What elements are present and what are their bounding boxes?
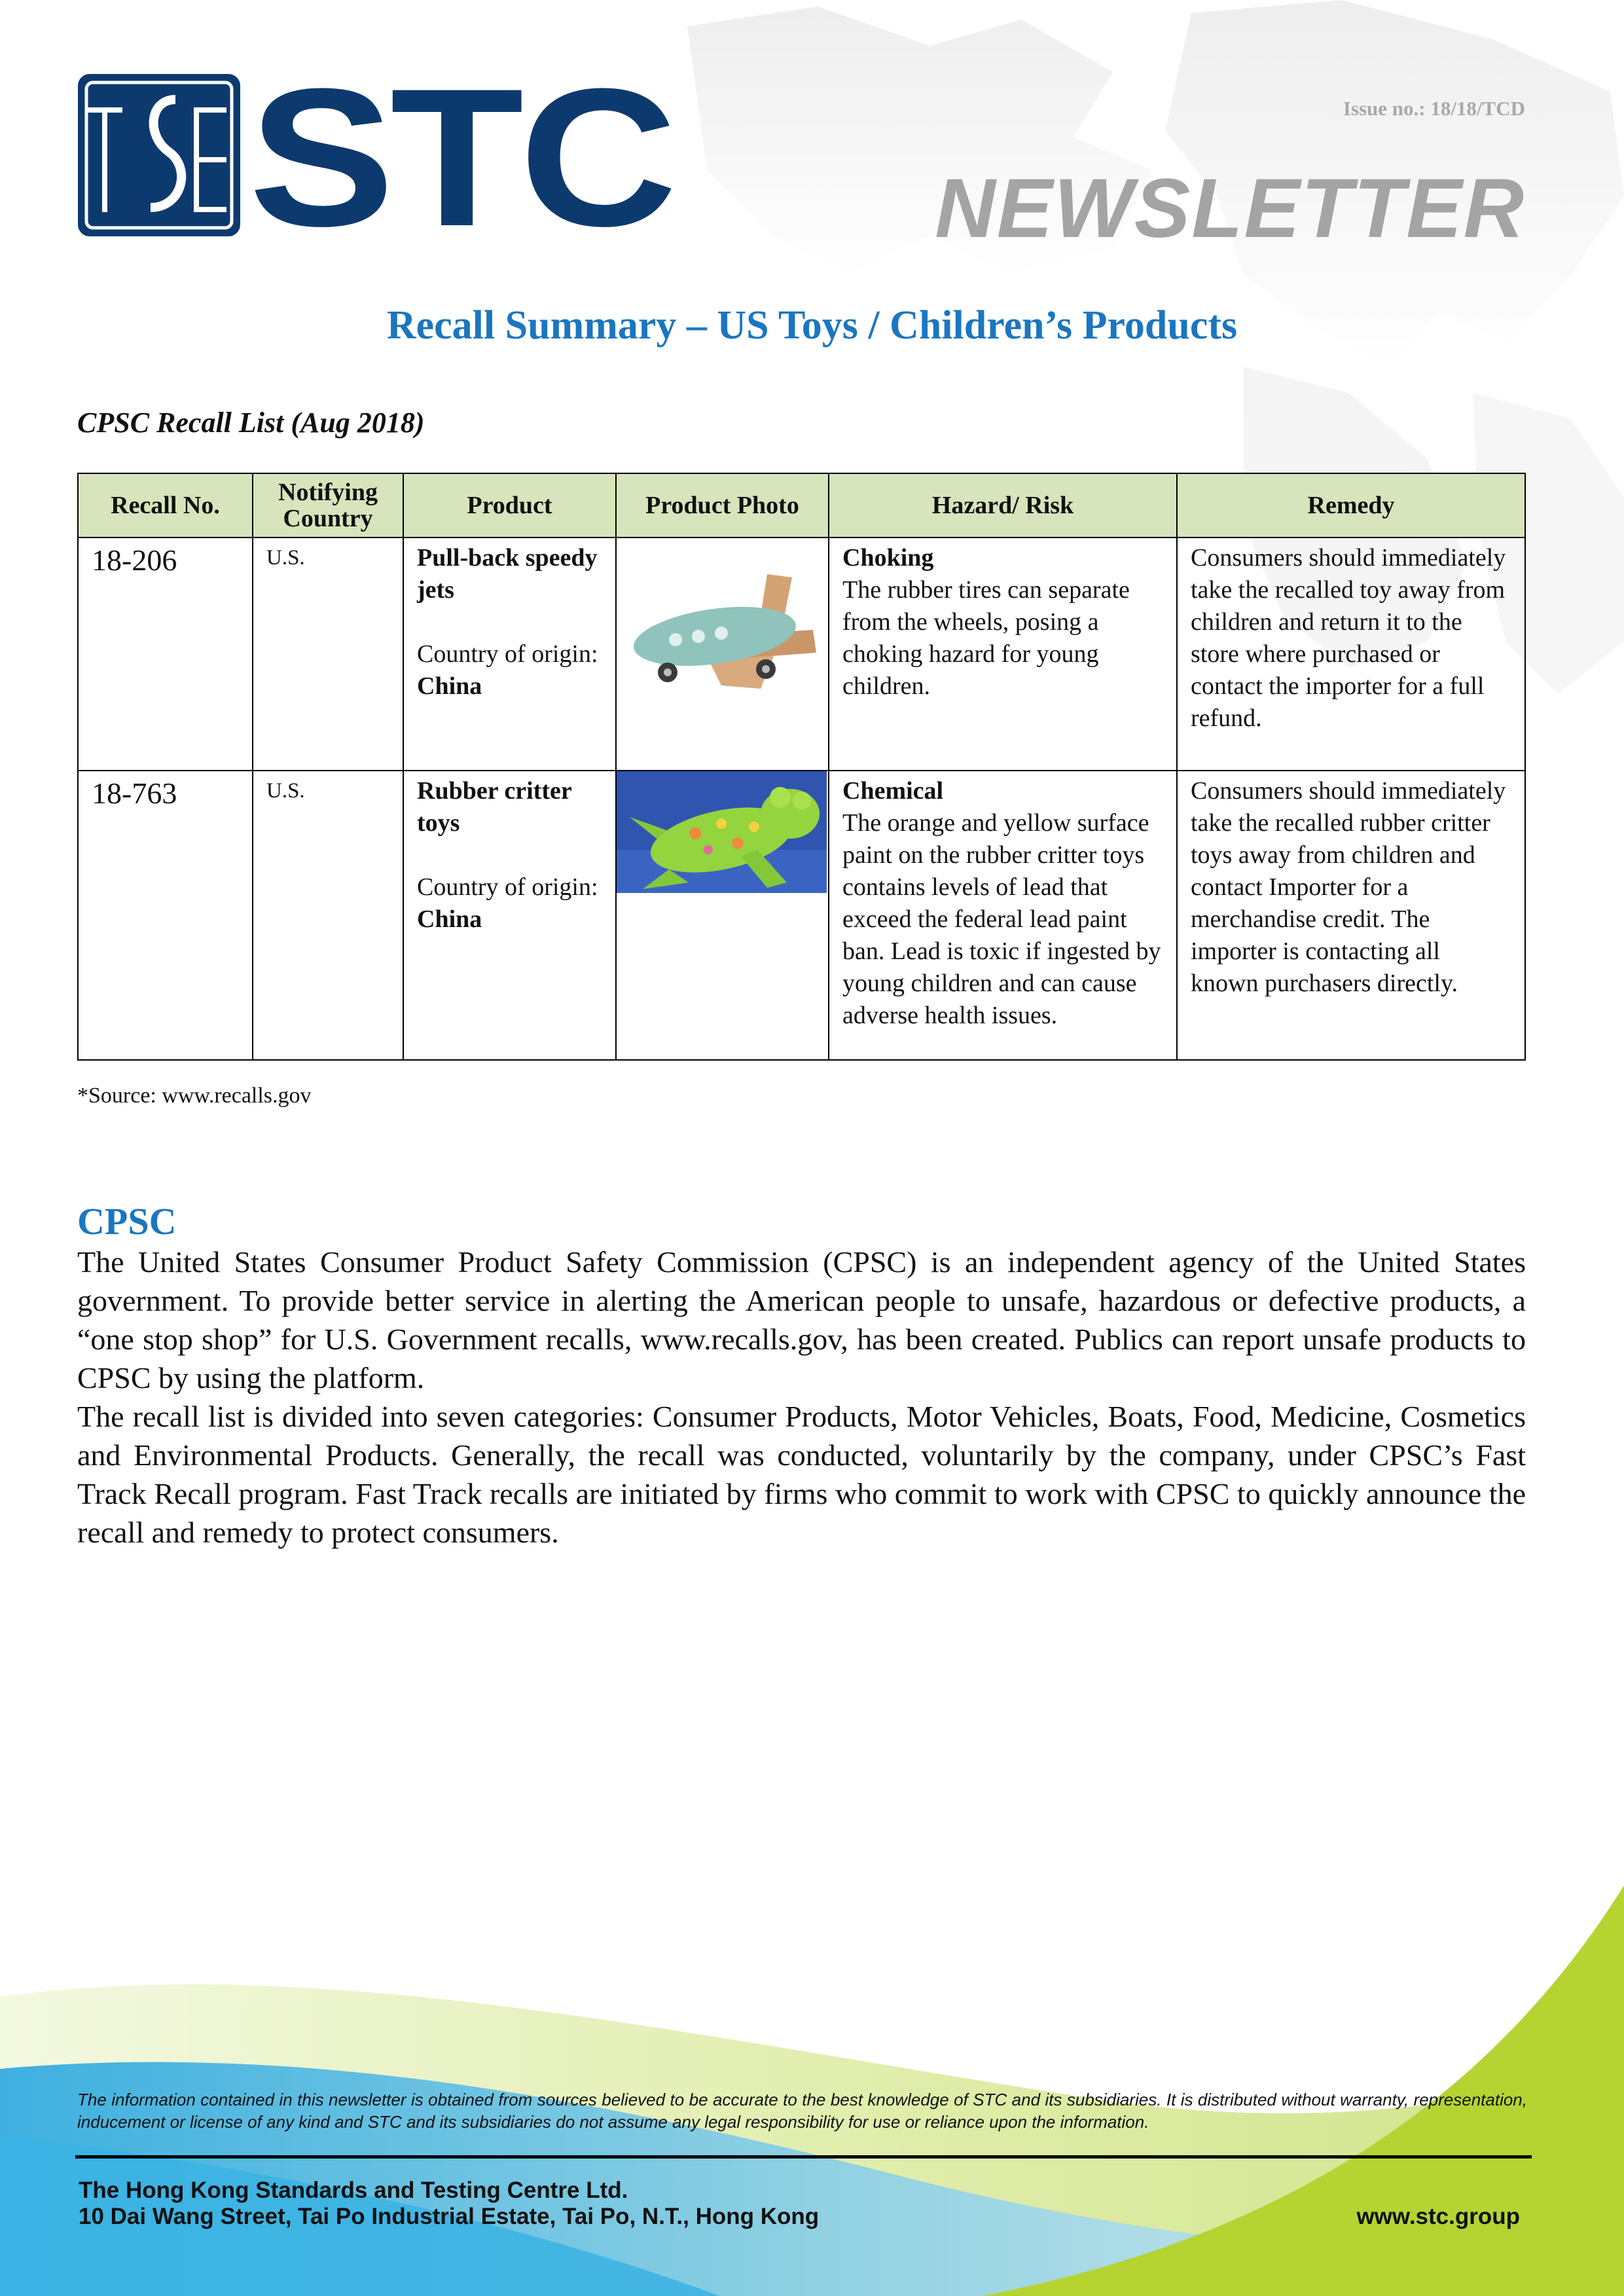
notifying-country: U.S. — [253, 538, 403, 771]
disclaimer: The information contained in this newsletter is obtained from sources believed to be accurate to the best knowledge of STC and its subsidiaries. It is distributed without warranty, representation, inducement or license of any kind and STC and its subsidiaries do not assume any legal responsibility for use or reliance upon the information. — [77, 2090, 1527, 2132]
toy-airplane-photo-icon — [617, 538, 827, 761]
issue-number: Issue no.: 18/18/TCD — [1343, 97, 1525, 120]
header-product-photo: Product Photo — [616, 473, 829, 538]
remedy-cell: Consumers should immediately take the recalled toy away from children and return it to the store where purchased or contact the importer for a full refund. — [1177, 538, 1525, 771]
header-remedy: Remedy — [1177, 473, 1525, 538]
recall-number: 18-763 — [78, 771, 253, 1060]
product-photo-cell — [616, 771, 829, 1060]
header-recall-no: Recall No. — [78, 473, 253, 538]
hazard-cell — [829, 538, 1177, 771]
header-product: Product — [403, 473, 616, 538]
origin-country: China — [417, 905, 482, 933]
recall-list-heading: CPSC Recall List (Aug 2018) — [77, 407, 425, 439]
remedy-cell: Consumers should immediately take the recalled rubber critter toys away from children and contact Importer for a merchandise credit. The importer is contacting all known purchasers directly. — [1177, 771, 1525, 1060]
notifying-country: U.S. — [253, 771, 403, 1060]
cpsc-paragraph-2: The recall list is divided into seven categories: Consumer Products, Motor Vehicles, Boats, Food, Medicine, Cosmetics and Environmental Products. Generally, the recall was conducted, voluntarily by the company, under CPSC’s Fast Track Recall program. Fast Track recalls are initiated by firms who commit to work with CPSC to quickly announce the recall and remedy to protect consumers. — [77, 1400, 1526, 1549]
product-cell — [403, 538, 616, 771]
product-photo-cell — [616, 538, 829, 771]
product-name: Pull-back speedy jets — [417, 544, 598, 604]
website-link[interactable]: www.stc.group — [1356, 2204, 1520, 2229]
table-row — [78, 771, 1525, 1060]
hazard-title: Chemical — [842, 777, 944, 805]
document-title: Recall Summary – US Toys / Children’s Products — [386, 303, 1238, 348]
company-address: 10 Dai Wang Street, Tai Po Industrial Estate, Tai Po, N.T., Hong Kong — [79, 2204, 820, 2229]
hazard-description: The rubber tires can separate from the wheels, posing a choking hazard for young children. — [842, 576, 1130, 700]
stc-emblem-icon — [79, 75, 239, 235]
origin-label: Country of origin: — [417, 873, 598, 901]
hazard-description: The orange and yellow surface paint on the rubber critter toys contains levels of lead that exceed the federal lead paint ban. Lead is toxic if ingested by young children and can cause adverse health issues. — [842, 809, 1161, 1029]
hazard-title: Choking — [842, 544, 934, 572]
cpsc-heading: CPSC — [77, 1200, 177, 1243]
newsletter-banner: NEWSLETTER — [935, 162, 1525, 255]
table-row — [78, 538, 1525, 771]
cpsc-paragraph-1: The United States Consumer Product Safety Commission (CPSC) is an independent agency of the United States government. To provide better service in alerting the American people to unsafe, hazardous or defective products, a “one stop shop” for U.S. Government recalls, www.recalls.gov, has been created. Publics can report unsafe products to CPSC by using the platform. — [77, 1245, 1526, 1394]
table-header-row — [78, 473, 1525, 538]
rubber-frog-photo-icon — [617, 771, 827, 893]
company-name: The Hong Kong Standards and Testing Centre Ltd. — [79, 2178, 628, 2203]
logo-wordmark: STC — [249, 73, 674, 238]
footer-divider — [75, 2155, 1532, 2159]
source-note: *Source: www.recalls.gov — [77, 1084, 312, 1108]
origin-label: Country of origin: — [417, 640, 598, 668]
product-cell — [403, 771, 616, 1060]
recall-number: 18-206 — [78, 538, 253, 771]
origin-country: China — [417, 672, 482, 700]
header-notifying-country: Notifying Country — [253, 473, 403, 538]
header-hazard: Hazard/ Risk — [829, 473, 1177, 538]
recall-table — [77, 473, 1526, 1061]
product-name: Rubber critter toys — [417, 777, 572, 837]
stc-logo — [77, 73, 674, 238]
hazard-cell — [829, 771, 1177, 1060]
